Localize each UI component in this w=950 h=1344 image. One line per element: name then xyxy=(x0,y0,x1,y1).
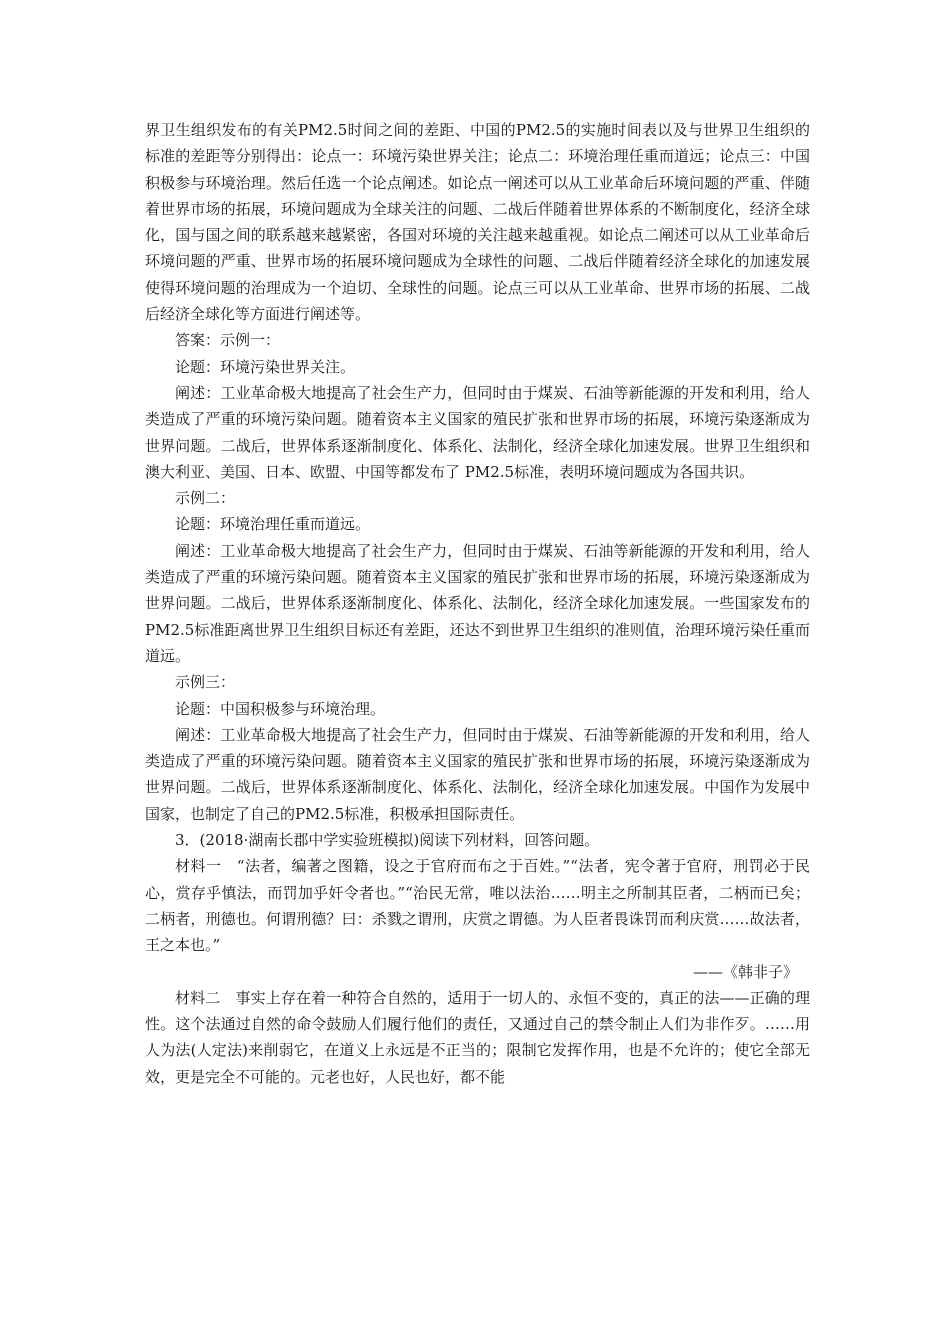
question-three-prompt: 3．(2018·湖南长郡中学实验班模拟)阅读下列材料，回答问题。 xyxy=(175,831,600,850)
thesis-three: 论题：中国积极参与环境治理。 xyxy=(175,699,386,718)
elaboration-three: 阐述：工业革命极大地提高了社会生产力，但同时由于煤炭、石油等新能源的开发和利用，给人类造成了严重的环境污染问题。随着资本主义国家的殖民扩张和世界市场的拓展，环境污染逐渐成为世界问题。二战后，世界体系逐渐制度化、体系化、法制化，经济全球化加速发展。中国作为发展中国家，也制定了自己的PM2.5标准，积极承担国际责任。 xyxy=(145,725,810,823)
example-two-heading: 示例二： xyxy=(175,489,236,508)
elaboration-one: 阐述：工业革命极大地提高了社会生产力，但同时由于煤炭、石油等新能源的开发和利用，给人类造成了严重的环境污染问题。随着资本主义国家的殖民扩张和世界市场的拓展，环境污染逐渐成为世界问题。二战后，世界体系逐渐制度化、体系化、法制化，经济全球化加速发展。世界卫生组织和澳大利亚、美国、日本、欧盟、中国等都发布了 PM2.5标准，表明环境问题成为各国共识。 xyxy=(145,383,810,481)
answer-example-one-heading: 答案：示例一： xyxy=(175,331,281,350)
material-one-source: ——《韩非子》 xyxy=(692,962,798,981)
document-page xyxy=(145,117,810,1090)
thesis-one: 论题：环境污染世界关注。 xyxy=(175,357,356,376)
material-one: 材料一 “法者，编著之图籍，设之于官府而布之于百姓。”“法者，宪令著于官府，刑罚必于民心，赏存乎慎法，而罚加乎奸令者也。”“治民无常，唯以法治……明主之所制其臣者，二柄而已矣；二柄者，刑德也。何谓刑德？曰：杀戮之谓刑，庆赏之谓德。为人臣者畏诛罚而利庆赏……故法者，王之本也。” xyxy=(145,857,810,955)
example-three-heading: 示例三： xyxy=(175,673,236,692)
elaboration-two: 阐述：工业革命极大地提高了社会生产力，但同时由于煤炭、石油等新能源的开发和利用，给人类造成了严重的环境污染问题。随着资本主义国家的殖民扩张和世界市场的拓展，环境污染逐渐成为世界问题。二战后，世界体系逐渐制度化、体系化、法制化，经济全球化加速发展。一些国家发布的PM2.5标准距离世界卫生组织目标还有差距，还达不到世界卫生组织的准则值，治理环境污染任重而道远。 xyxy=(145,541,810,665)
material-two: 材料二 事实上存在着一种符合自然的，适用于一切人的、永恒不变的，真正的法——正确的理性。这个法通过自然的命令鼓励人们履行他们的责任，又通过自己的禁令制止人们为非作歹。……用人为法(人定法)来削弱它，在道义上永远是不正当的；限制它发挥作用，也是不允许的；使它全部无效，更是完全不可能的。元老也好，人民也好，都不能 xyxy=(145,988,810,1086)
analysis-paragraph: 界卫生组织发布的有关PM2.5时间之间的差距、中国的PM2.5的实施时间表以及与世界卫生组织的标准的差距等分别得出：论点一：环境污染世界关注；论点二：环境治理任重而道远；论点三：中国积极参与环境治理。然后任选一个论点阐述。如论点一阐述可以从工业革命后环境问题的严重、伴随着世界市场的拓展，环境问题成为全球关注的问题、二战后伴随着世界体系的不断制度化，经济全球化，国与国之间的联系越来越紧密，各国对环境的关注越来越重视。如论点二阐述可以从工业革命后环境问题的严重、世界市场的拓展环境问题成为全球性的问题、二战后伴随着经济全球化的加速发展使得环境问题的治理成为一个迫切、全球性的问题。论点三可以从工业革命、世界市场的拓展、二战后经济全球化等方面进行阐述等。 xyxy=(145,121,810,324)
thesis-two: 论题：环境治理任重而道远。 xyxy=(175,515,371,534)
